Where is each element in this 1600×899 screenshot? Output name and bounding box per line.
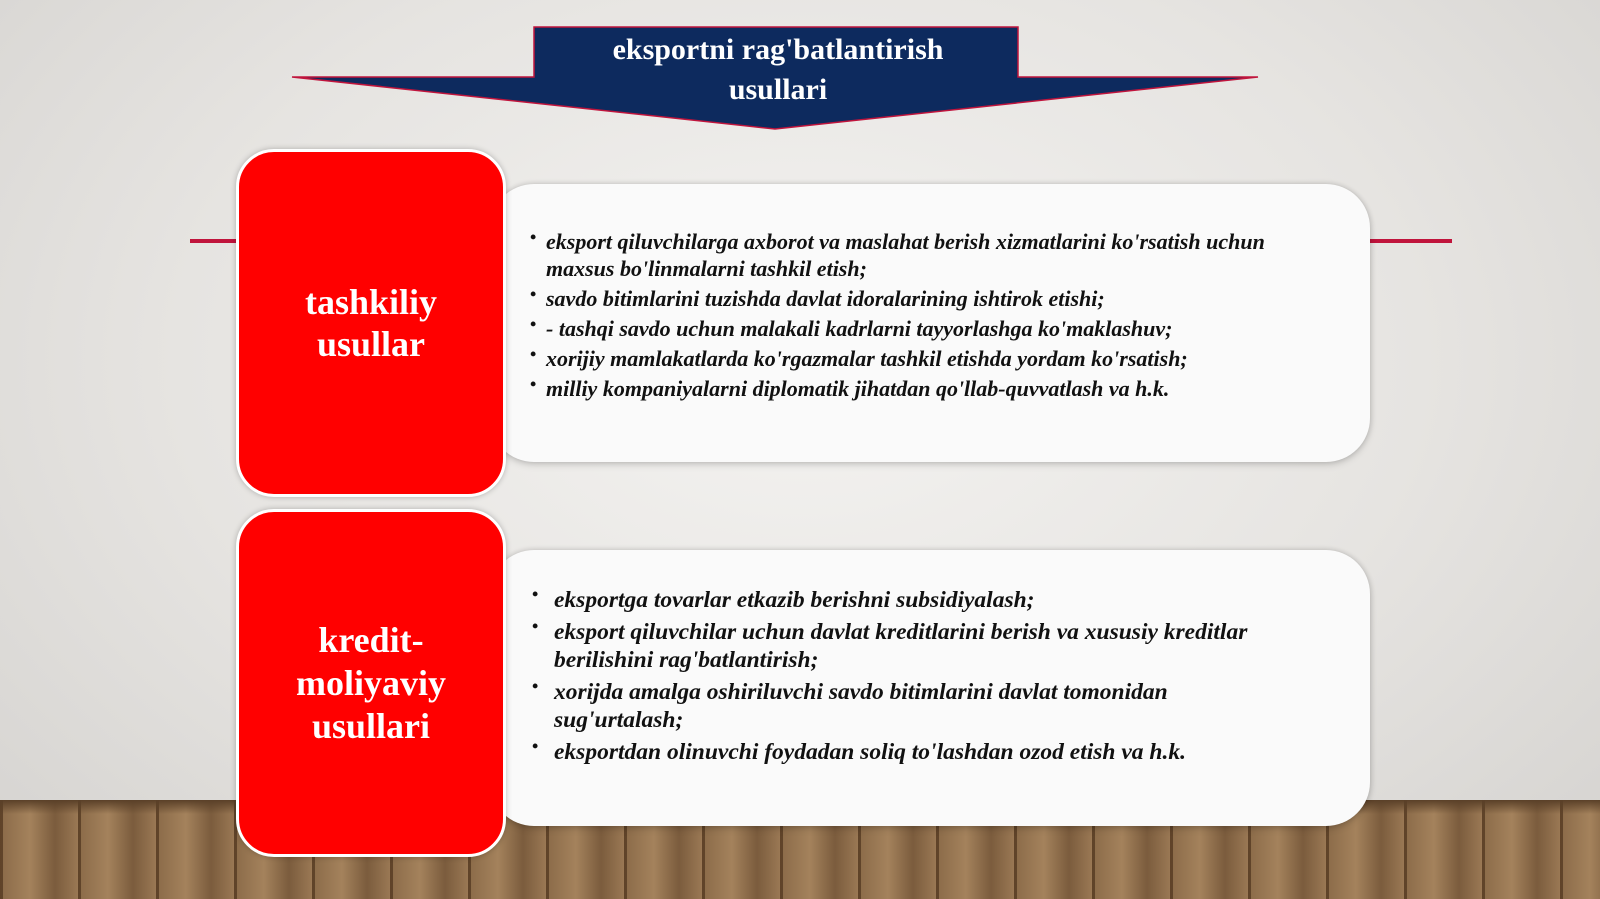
title-banner [290,26,1260,132]
bullet-icon: • [530,284,537,304]
section-label-box [236,509,506,857]
list-item: • eksport qiluvchilar uchun davlat kreditlarini berish va xususiy kreditlar berilishini rag'batlantirish; [554,618,1294,674]
list-item: • eksportdan olinuvchi foydadan soliq to'lashdan ozod etish va h.k. [554,738,1294,766]
section-label-box [236,149,506,497]
bullet-list [530,227,1306,405]
list-item: • milliy kompaniyalarni diplomatik jihatdan qo'llab-quvvatlash va h.k. [546,375,1306,402]
bullet-icon: • [532,584,539,604]
bullet-icon: • [530,314,537,334]
bullet-icon: • [530,227,537,247]
list-item: • - tashqi savdo uchun malakali kadrlarni tayyorlashga ko'maklashuv; [546,315,1306,342]
list-item: • eksport qiluvchilarga axborot va maslahat berish xizmatlarini ko'rsatish uchun maxsus bo'linmalarni tashkil etish; [546,228,1306,282]
list-item: • xorijda amalga oshiriluvchi savdo bitimlarini davlat tomonidan sug'urtalash; [554,678,1294,734]
page-title: eksportni rag'batlantirish usullari [612,33,944,106]
list-item: • eksportga tovarlar etkazib berishni subsidiyalash; [554,586,1294,614]
bullet-icon: • [532,676,539,696]
section-label: tashkiliy usullar [304,282,438,364]
list-item: • savdo bitimlarini tuzishda davlat idoralarining ishtirok etishi; [546,285,1306,312]
bullet-icon: • [532,736,539,756]
section-label: kredit- moliyaviy usullari [296,619,446,746]
bullet-icon: • [532,616,539,636]
divider-line-left [190,239,238,243]
bullet-list [532,584,1294,770]
list-item: • xorijiy mamlakatlarda ko'rgazmalar tashkil etishda yordam ko'rsatish; [546,345,1306,372]
bullet-icon: • [530,344,537,364]
divider-line-right [1370,239,1452,243]
bullet-icon: • [530,374,537,394]
